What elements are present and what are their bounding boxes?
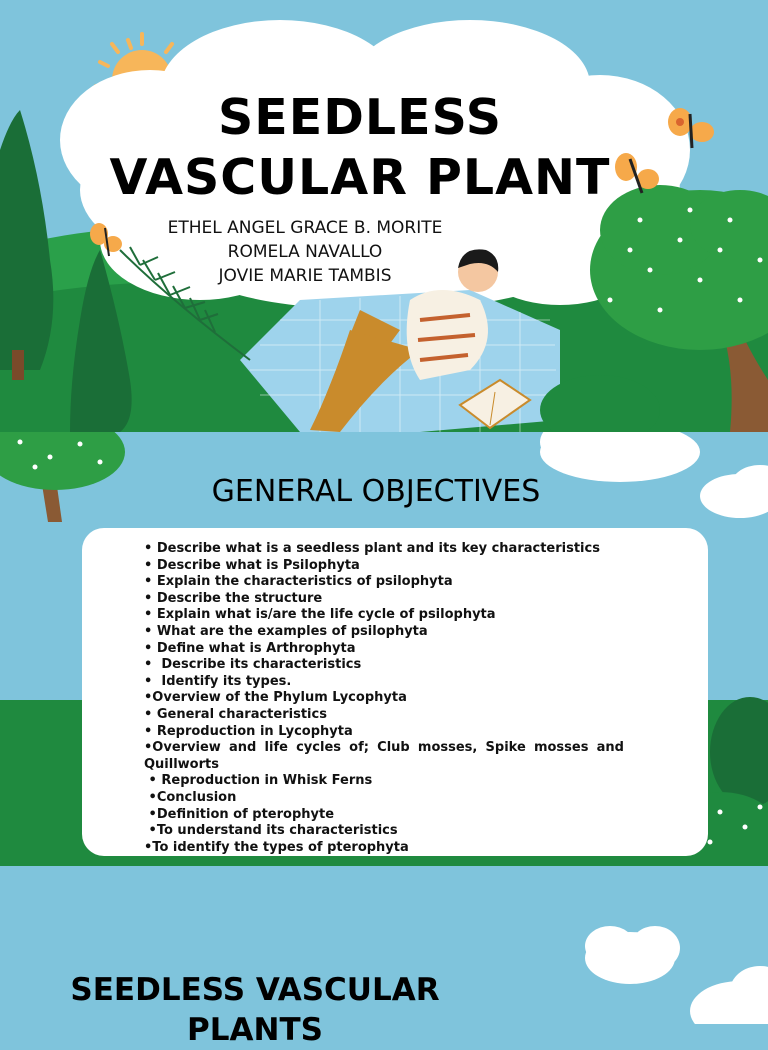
title-line-1: SEEDLESS [218,89,502,146]
objective-item: • Reproduction in Whisk Ferns [144,773,373,789]
objective-item: • Identify its types. [144,673,292,689]
presentation-title [0,88,720,208]
objective-item: • General characteristics [144,706,327,722]
objectives-list [144,541,624,856]
objectives-card [82,528,708,856]
author-name: ETHEL ANGEL GRACE B. MORITE [167,218,443,238]
objective-item: •To understand its characteristics [144,823,398,839]
objectives-heading: GENERAL OBJECTIVES [211,474,541,509]
objective-item: •To identify the types of pterophyta [144,839,409,855]
objective-item: • Explain what is/are the life cycle of psilophyta [144,607,496,623]
objective-item: • Reproduction in Lycophyta [144,723,353,739]
title-slide [0,0,768,432]
objective-item: •Overview of the Phylum Lycophyta [144,690,407,706]
author-name: ROMELA NAVALLO [227,242,383,262]
objective-item: • Describe what is Psilophyta [144,557,360,573]
cloud-icon [585,926,768,1024]
title-line-2: VASCULAR PLANT [109,149,611,206]
objective-item: • Describe the structure [144,590,323,606]
objective-item: • Explain the characteristics of psilophyta [144,574,453,590]
objective-item: •Overview and life cycles of; Club mosses, Spike mosses and Quillworts [144,740,624,772]
section-title: SEEDLESS VASCULAR PLANTS [70,972,440,1048]
objective-item: • Describe its characteristics [144,657,362,673]
objective-item: • Describe what is a seedless plant and its key characteristics [144,541,600,556]
objective-item: • What are the examples of psilophyta [144,623,428,639]
objective-item: •Conclusion [144,789,237,805]
objective-item: • Define what is Arthrophyta [144,640,356,656]
authors-list [150,216,460,288]
objective-item: •Definition of pterophyte [144,806,335,822]
author-name: JOVIE MARIE TAMBIS [218,266,392,286]
